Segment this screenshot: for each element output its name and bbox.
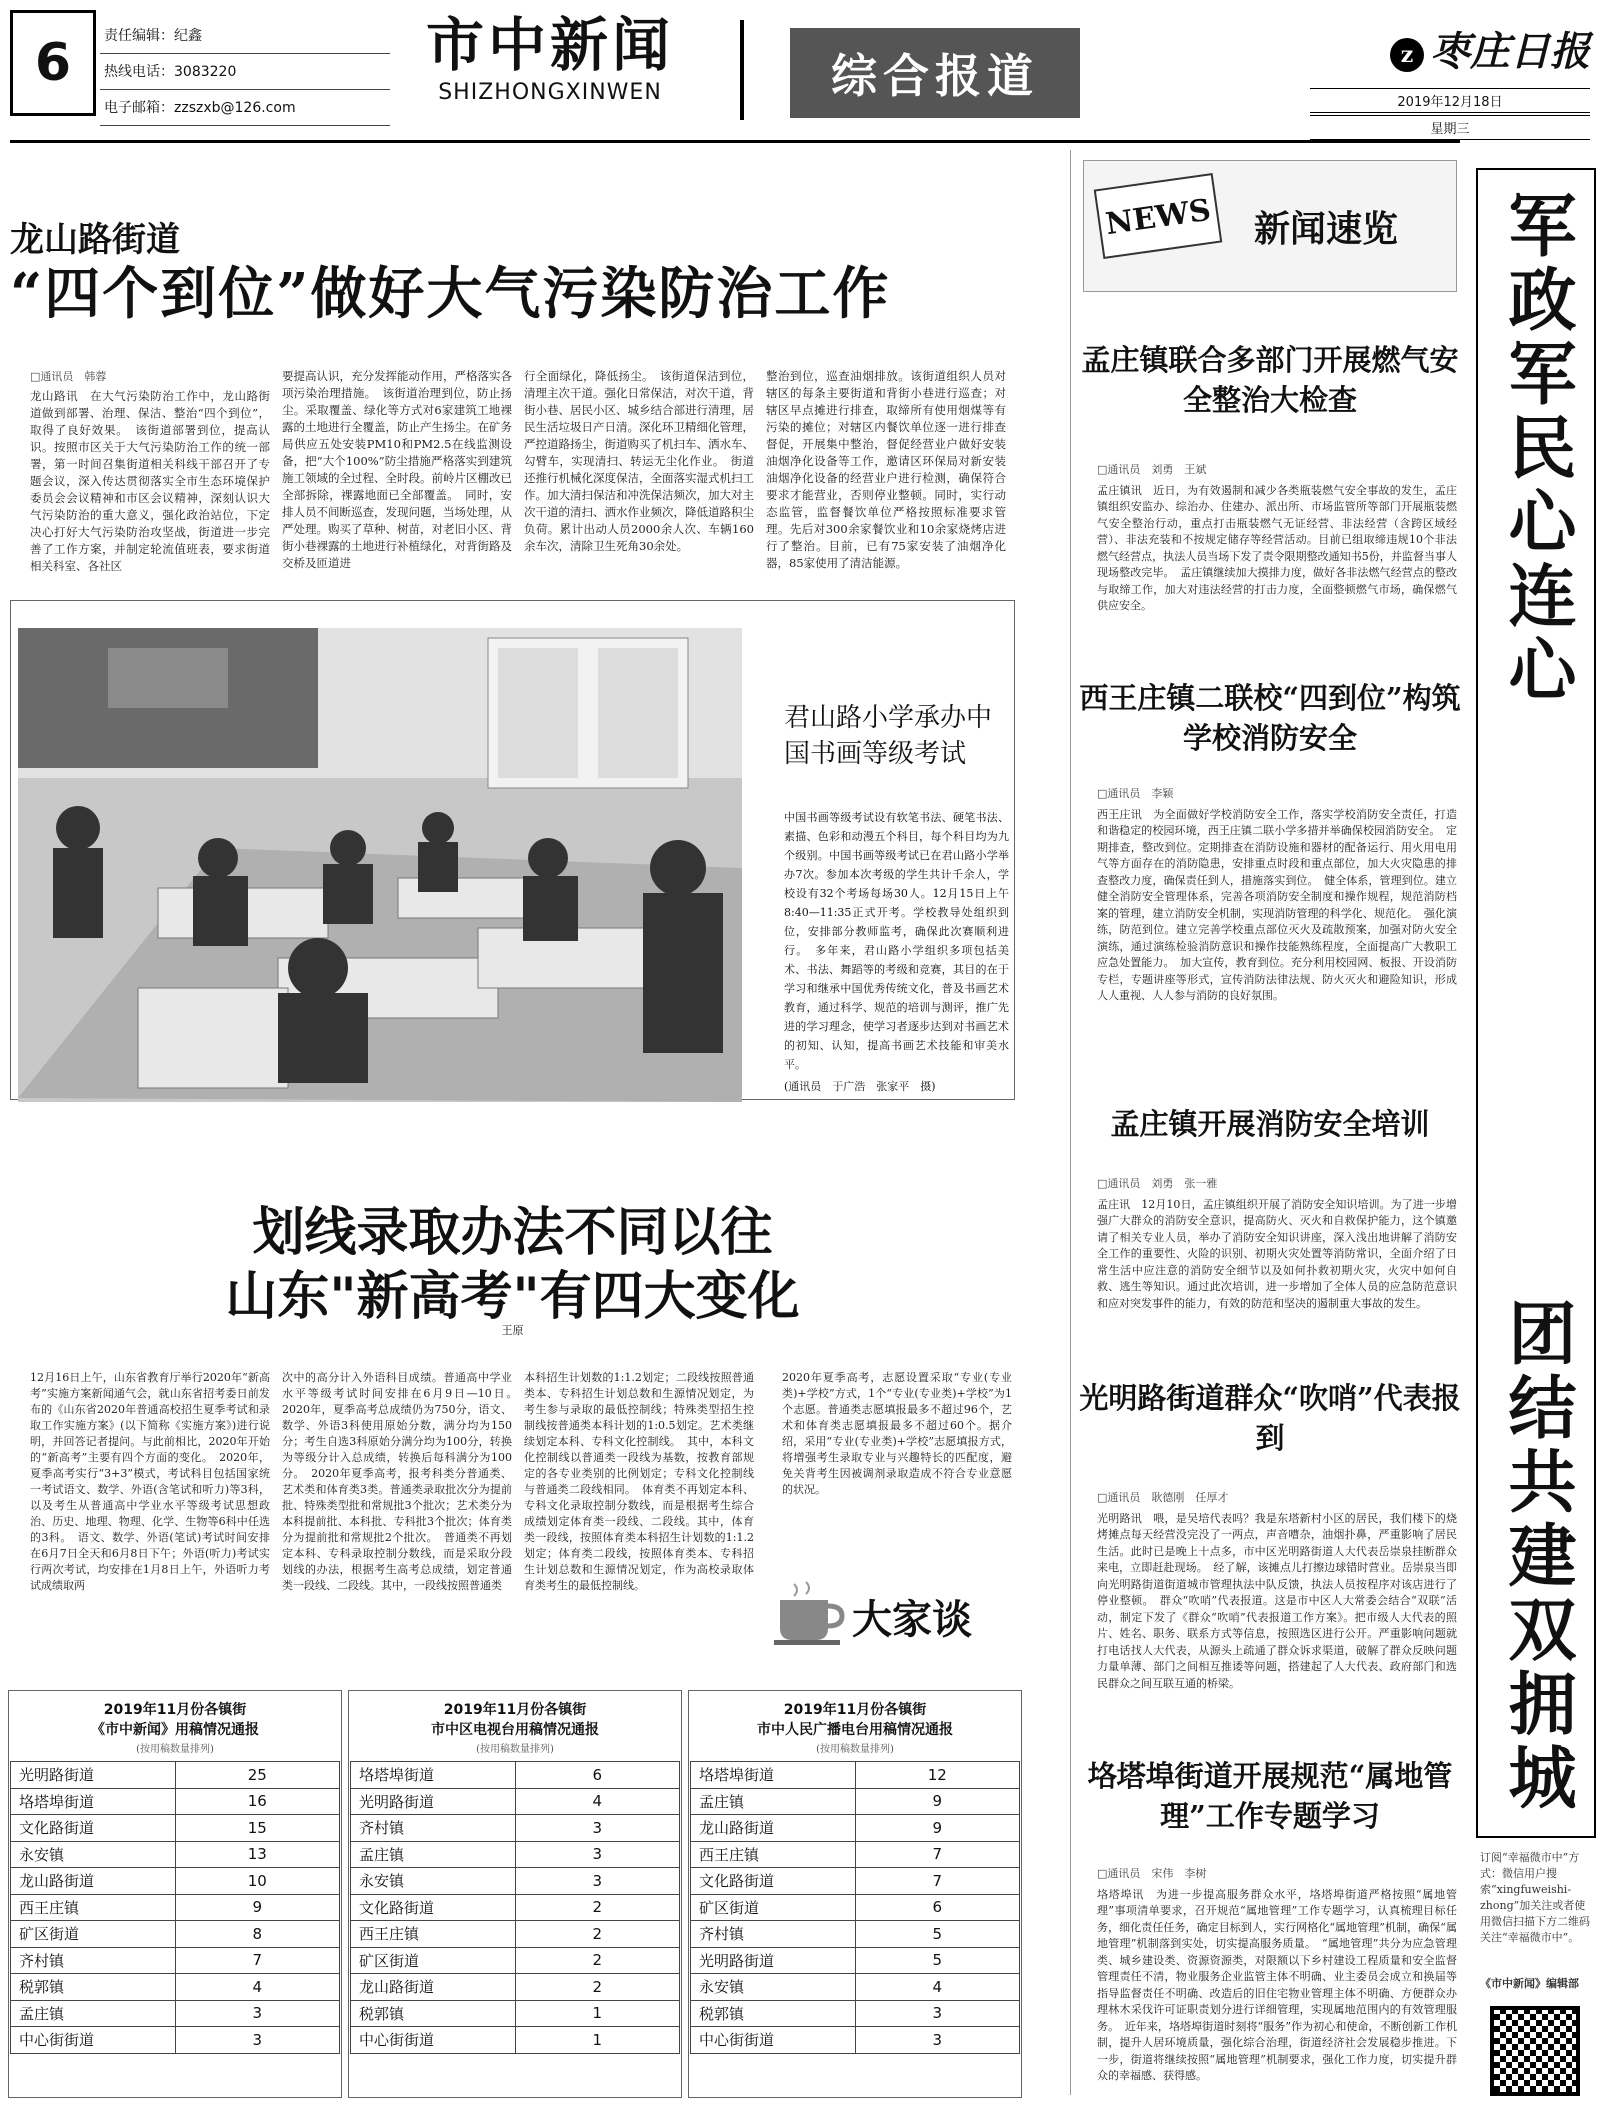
brief-5-body: 垎塔埠讯 为进一步提高服务群众水平，垎塔埠街道严格按照“属地管理”事项清单要求，召开规范“属地管理”工作专题学习，认真梳理目标任务，细化责任任务，确定目标到人，实行网格化“属地管理”机制，确保“属地管理”机制落到实处，切实提高服务质量。 “属地管理”共分为应急管理类、城乡建设类、资源资源类，对限额以下乡村建设工程质量和安全监督管理责任不清，物业服务企业监管主体不明确、业主委员会成立和换届等指导监督责任不明确、改造后的旧住宅物业管理主体不明确、方便群众办理林木采伐许可证职责划分进行详细管理，实现属地范围内的有效管理服务。 近年来，垎塔埠街道时刻将“服务”作为初心和使命，不断创新工作机制，提升人居环境质量，强化综合治理，街道经济社会发展稳步推进。下一步，街道将继续按照“属地管理”机制要求，强化工作力度，切实提升群众的幸福感、获得感。 xyxy=(1097,1887,1457,2082)
page-number: 6 xyxy=(10,10,96,116)
article-count: 5 xyxy=(855,1921,1020,1948)
hotline-line: 热线电话：3083220 xyxy=(100,54,390,90)
table-row xyxy=(691,1841,1020,1868)
weekday: 星期三 xyxy=(1310,115,1590,140)
lead-text-2: 要提高认识，充分发挥能动作用，严格落实各项污染治理措施。 该街道治理到位，防止扬尘。采取覆盖、绿化等方式对6家建筑工地裸露的土地进行全覆盖，防止产生扬尘。在矿务局供应五处安装PM10和PM2.5在线监测设备，把“大个100%”防尘措施严格落实到建筑施工领域的全过程、全时段。前岭片区棚改已全部拆除，裸露地面已全部覆盖。 同时，安排人员不间断巡查，发现问题，当场处理，从严处理。购买了草种、树苗，对老旧小区、背街小巷裸露的土地进行补植绿化，对背街路及交桥及匝道进 xyxy=(282,369,512,570)
town-name: 龙山路街道 xyxy=(11,1868,176,1895)
table-row xyxy=(691,2000,1020,2027)
lead-text-3: 行全面绿化，降低扬尘。 该街道保洁到位，清理主次干道。强化日常保洁，对次干道，背街小巷、居民小区、城乡结合部进行清理，居民生活垃圾日产日清。深化环卫精细化管理，严控道路扬尘，街道购买了机扫车、洒水车、勾臂车，实现清扫、转运无尘化作业。 街道还推行机械化深度保洁，全面落实湿式机扫工作。加大清扫保洁和冲洗保洁频次，加大对主次干道的清扫、洒水作业频次，降低道路积尘负荷。累计出动人员2000余人次、车辆160余车次，清除卫生死角30余处。 xyxy=(524,369,754,553)
paper-logo-icon: z xyxy=(1390,38,1424,72)
town-name: 永安镇 xyxy=(691,1974,856,2001)
article-count: 2 xyxy=(515,1974,680,2001)
town-name: 税郭镇 xyxy=(351,2000,516,2027)
brief-2-byline: □通讯员 李颖 xyxy=(1097,787,1174,800)
masthead xyxy=(400,10,700,105)
table-1-title-2: 《市中新闻》用稿情况通报 xyxy=(91,1722,259,1738)
section-title: 综合报道 xyxy=(790,28,1080,118)
second-headline-line1: 划线录取办法不同以往 xyxy=(252,1203,773,1263)
table-row xyxy=(691,1762,1020,1789)
column-badge xyxy=(772,1580,1012,1650)
town-name: 西王庄镇 xyxy=(11,1894,176,1921)
brief-4-body: 光明路讯 喂，是吴培代表吗？我是东塔新村小区的居民，我们楼下的烧烤摊点每天经营没完没了一两点，声音嘈杂，油烟扑鼻，严重影响了居民生活。此时已是晚上十点多，市中区光明路街道人大代表岳崇泉挂断群众来电，立即赶赴现场。 经了解，该摊点儿打擦边球错时营业。岳崇泉当即向光明路街道街道城市管理执法中队反馈，执法人员按程序对该店进行了停业整顿。 群众“吹哨”代表报道。这是市中区人大常委会结合“双联”活动，制定下发了《群众“吹哨”代表报道工作方案》。把市级人大代表的照片、姓名、职务、联系方式等信息，按照选区进行公开。严重影响问题就打电话找人大代表，从源头上疏通了群众诉求渠道，破解了群众反映问题力量单薄、部门之间相互推诿等问题，搭建起了人大代表、政府部门和选民群众之间互联互通的桥梁。 xyxy=(1097,1511,1457,1690)
town-name: 西王庄镇 xyxy=(351,1921,516,1948)
article-count: 9 xyxy=(175,1894,340,1921)
brief-4-title: 光明路街道群众“吹哨”代表报到 xyxy=(1079,1381,1461,1455)
article-count: 2 xyxy=(515,1947,680,1974)
town-name: 垎塔埠街道 xyxy=(11,1788,176,1815)
brief-3-title: 孟庄镇开展消防安全培训 xyxy=(1110,1107,1430,1141)
article-count: 12 xyxy=(855,1762,1020,1789)
article-count: 3 xyxy=(175,2027,340,2054)
town-name: 中心街街道 xyxy=(11,2027,176,2054)
article-count: 1 xyxy=(515,2000,680,2027)
town-name: 齐村镇 xyxy=(11,1947,176,1974)
article-count: 1 xyxy=(515,2027,680,2054)
article-count: 3 xyxy=(515,1868,680,1895)
brief-5-byline: □通讯员 宋伟 李树 xyxy=(1097,1867,1207,1880)
exam-photo-illustration xyxy=(18,628,742,1102)
table-row xyxy=(351,1947,680,1974)
news-brief-label: 新闻速览 xyxy=(1254,209,1399,250)
town-name: 中心街街道 xyxy=(691,2027,856,2054)
second-author: 王原 xyxy=(501,1324,524,1337)
brief-5 xyxy=(1097,1866,1457,2085)
town-name: 孟庄镇 xyxy=(351,1841,516,1868)
article-count: 9 xyxy=(855,1788,1020,1815)
article-count: 3 xyxy=(175,2000,340,2027)
brief-4 xyxy=(1097,1490,1457,1692)
subscription-text: 订阅“幸福微市中”方式：微信用户搜索“xingfuweishi-zhong”加关注或者使用微信扫描下方二维码关注“幸福微市中”。 xyxy=(1480,1851,1590,1944)
subscription-note xyxy=(1480,1850,1595,1992)
article-count: 3 xyxy=(855,2027,1020,2054)
brief-2-title: 西王庄镇二联校“四到位”构筑学校消防安全 xyxy=(1079,681,1461,755)
table-row xyxy=(351,1841,680,1868)
article-count: 6 xyxy=(515,1762,680,1789)
table-row xyxy=(11,1788,340,1815)
brief-1-byline: □通讯员 刘勇 王斌 xyxy=(1097,463,1207,476)
town-name: 永安镇 xyxy=(11,1841,176,1868)
table-row xyxy=(691,1815,1020,1842)
town-name: 光明路街道 xyxy=(691,1947,856,1974)
lead-text-1: 龙山路讯 在大气污染防治工作中，龙山路街道做到部署、治理、保洁、整治“四个到位”，取得了良好效果。 该街道部署到位，提高认识。按照市区关于大气污染防治工作的统一部署，第一时间召集街道相关科线干部召开了专题会议，深入传达贯彻落实全市生态环境保护委员会会议精神和市区会议精神，深刻认识大气污染防治的重大意义，强化政治站位，下定决心打好大气污染防治攻坚战，街道进一步完善了工作方案，并制定轮流值班表，要求街道相关科室、各社区 xyxy=(30,389,270,573)
qr-code-icon[interactable] xyxy=(1490,2006,1580,2096)
table-row xyxy=(691,1894,1020,1921)
paper-name xyxy=(1270,20,1590,77)
town-name: 税郭镇 xyxy=(11,1974,176,2001)
second-text-2: 次中的高分计入外语科目成绩。普通高中学业水平等级考试时间安排在6月9日—10日。 2020年，夏季高考总成绩仍为750分，语文、数学、外语3科使用原始分数，满分均为150分；考生自选3科原始分满分均为100分，转换为等级分计入总成绩，转换后每科满分为100分。 2020年夏季高考，报考科类分普通类、艺术类和体育类3类。普通类录取批次分为提前批、特殊类型批和常规批3个批次；艺术类分为本科提前批、本科批、专科批3个批次；体育类分为提前批和常规批2个批次。 普通类不再划定本科、专科录取控制分数线，而是采取分段划线的办法，根据考生高考总成绩，划定普通类一段线、二段线。其中，一段线按照普通类 xyxy=(282,1371,523,1592)
table-row xyxy=(351,1762,680,1789)
table-row xyxy=(351,1894,680,1921)
article-count: 3 xyxy=(855,2000,1020,2027)
table-3-grid xyxy=(690,1761,1020,2054)
article-count: 25 xyxy=(175,1762,340,1789)
masthead-pinyin: SHIZHONGXINWEN xyxy=(438,80,662,105)
table-row xyxy=(11,1815,340,1842)
town-name: 垎塔埠街道 xyxy=(691,1762,856,1789)
town-name: 齐村镇 xyxy=(691,1921,856,1948)
second-text-1: 12月16日上午，山东省教育厅举行2020年“新高考”实施方案新闻通气会，就山东省招考委日前发布的《山东省2020年普通高校招生夏季考试和录取工作实施方案》(以下简称《实施方案》)进行说明，并回答记者提问。与此前相比，2020年开始的“新高考”主要有四个方面的变化。 2020年，夏季高考实行“3+3”模式，考试科目包括国家统一考试语文、数学、外语(含笔试和听力)等3科，以及考生从普通高中学业水平等级考试思想政治、历史、地理、物理、化学、生物等6科中任选的3科。 语文、数学、外语(笔试)考试时间安排在6月7日全天和6月8日下午；外语(听力)考试实行两次考试，均安排在1月8日上午，外语听力考试成绩取两 xyxy=(30,1371,270,1592)
table-row xyxy=(11,1974,340,2001)
table-row xyxy=(351,1974,680,2001)
right-column-divider xyxy=(1070,150,1071,2095)
slogan-line-2: 团结共建双拥城 xyxy=(1497,1298,1576,1816)
table-row xyxy=(691,1788,1020,1815)
table-row xyxy=(351,1815,680,1842)
masthead-title: 市中新闻 xyxy=(425,11,674,79)
table-2-title-1: 2019年11月份各镇街 xyxy=(443,1702,587,1718)
news-brief-banner xyxy=(1083,160,1457,292)
coffee-cup-icon xyxy=(772,1580,848,1646)
table-2-grid xyxy=(350,1761,680,2054)
lead-headline: “四个到位”做好大气污染防治工作 xyxy=(10,261,891,327)
news-badge: NEWS xyxy=(1094,173,1223,259)
subscription-footer: 《市中新闻》编辑部 xyxy=(1480,1977,1579,1990)
table-3-title-2: 市中人民广播电台用稿情况通报 xyxy=(757,1722,953,1738)
table-row xyxy=(691,1868,1020,1895)
header-rule xyxy=(10,140,1460,143)
table-row xyxy=(351,2027,680,2054)
brief-2-body: 西王庄讯 为全面做好学校消防安全工作，落实学校消防安全责任，打造和谐稳定的校园环境，西王庄镇二联小学多措并举确保校园消防安全。 定期排查，整改到位。定期排查在消防设施和器材的配备运行、用火用电用气等方面存在的消防隐患，安排重点时段和重点部位，加大火灾隐患的排查整改力度，确保责任到人，措施落实到位。 健全体系，管理到位。建立健全消防安全管理体系，完善各项消防安全制度和操作规程，规范消防档案的管理，建立消防安全机制，实现消防管理的科学化、规范化。 强化演练，防范到位。建立完善学校重点部位灭火及疏散预案，加强对防火安全演练，通过演练检验消防意识和操作技能熟练程度，全面提高广大教职工应急处置能力。 加大宣传，教育到位。充分利用校园网、板报、开设消防专栏，专题讲座等形式，宣传消防法律法规、防火灭火和避险知识，形成人人重视、人人参与消防的良好氛围。 xyxy=(1097,807,1457,1002)
article-count: 4 xyxy=(855,1974,1020,2001)
lead-byline: □通讯员 韩蓉 xyxy=(30,370,107,383)
town-name: 孟庄镇 xyxy=(691,1788,856,1815)
table-row xyxy=(11,1921,340,1948)
photo-story-title: 君山路小学承办中国书画等级考试 xyxy=(784,703,993,769)
table-3-title-1: 2019年11月份各镇街 xyxy=(783,1702,927,1718)
table-row xyxy=(691,1947,1020,1974)
town-name: 光明路街道 xyxy=(351,1788,516,1815)
article-count: 15 xyxy=(175,1815,340,1842)
brief-5-title: 垎塔埠街道开展规范“属地管理”工作专题学习 xyxy=(1087,1759,1453,1833)
town-name: 文化路街道 xyxy=(351,1894,516,1921)
column-label: 大家谈 xyxy=(852,1597,972,1643)
town-name: 龙山路街道 xyxy=(691,1815,856,1842)
article-count: 7 xyxy=(855,1841,1020,1868)
town-name: 中心街街道 xyxy=(351,2027,516,2054)
exam-photo xyxy=(18,628,742,1102)
table-newspaper xyxy=(10,1700,340,2054)
paper-name-text: 枣庄日报 xyxy=(1430,28,1590,75)
town-name: 孟庄镇 xyxy=(11,2000,176,2027)
table-row xyxy=(691,1921,1020,1948)
table-row xyxy=(11,1841,340,1868)
second-text-4: 2020年夏季高考，志愿设置采取“专业(专业类)+学校”方式，1个“专业(专业类)+学校”为1个志愿。普通类志愿填报最多不超过96个，艺术和体育类志愿填报最多不超过60个。据介绍，采用“专业(专业类)+学校”志愿填报方式，将增强考生录取专业与兴趣特长的匹配度，避免关背考生因被调剂录取造成不符合专业意愿的状况。 xyxy=(782,1371,1012,1496)
second-text-3: 本科招生计划数的1:1.2划定；二段线按照普通类本、专科招生计划总数和生源情况划定，为考生参与录取的最低控制线；特殊类型招生控制线按普通类本科计划的1:0.5划定。艺术类继续划定本科、专科文化控制线。 其中，本科文化控制线以普通类一段线为基数，按教育部规定的各专业类别的比例划定；专科文化控制线与普通类二段线相同。 体育类不再划定本科、专科文化录取控制分数线，而是根据考生综合成绩划定体育类一段线、二段线。其中，体育类一段线，按照体育类本科招生计划数的1:1.2划定；体育类二段线，按照体育类本、专科招生计划总数和生源情况划定，作为高校录取体育类考生的最低控制线。 xyxy=(524,1371,754,1592)
town-name: 矿区街道 xyxy=(691,1894,856,1921)
table-2-note: (按用稿数量排列) xyxy=(476,1744,554,1755)
article-count: 4 xyxy=(175,1974,340,2001)
article-count: 3 xyxy=(515,1841,680,1868)
table-row xyxy=(11,2000,340,2027)
photo-story-text: 中国书画等级考试设有软笔书法、硬笔书法、素描、色彩和动漫五个科目，每个科目均为九个级别。中国书画等级考试已在君山路小学举办7次。参加本次考级的学生共计千余人，学校设有32个考场每场30人。12月15日上午8:40—11:35正式开考。学校教导处组织到位，安排部分教师监考，确保此次赛顺利进行。 多年来，君山路小学组织多项包括美术、书法、舞蹈等的考级和竞赛，其目的在于学习和继承中国优秀传统文化，普及书画艺术教育，通过科学、规范的培训与测评，推广先进的学习理念，使学习者逐步达到对书画艺术的初知、认知，提高书画艺术技能和审美水平。 xyxy=(784,811,1009,1071)
article-count: 2 xyxy=(515,1894,680,1921)
article-count: 7 xyxy=(175,1947,340,1974)
lead-text-4: 整治到位，巡查油烟排放。该街道组织人员对辖区的每条主要街道和背街小巷进行巡查；对辖区早点摊进行排查，取缔所有使用烟煤等有污染的摊位；对辖区内餐饮单位逐一进行排查督促，开展集中整治，督促经营业户做好安装油烟净化设备等工作，邀请区环保局对新安装油烟净化设备的经营业户进行检测，确保符合要求才能营业，否则停业整顿。同时，实行动态监管，监督餐饮单位严格按照标准要求管理。先后对300余家餐饮业和10余家烧烤店进行了整治。目前，已有75家安装了油烟净化器，85家使用了清洁能源。 xyxy=(766,369,1006,570)
table-1-title-1: 2019年11月份各镇街 xyxy=(103,1702,247,1718)
article-count: 3 xyxy=(515,1815,680,1842)
table-row xyxy=(691,1974,1020,2001)
brief-1-body: 孟庄镇讯 近日，为有效遏制和减少各类瓶装燃气安全事故的发生，孟庄镇组织安监办、综治办、住建办、派出所、市场监管所等部门开展瓶装燃气安全整治行动，重点打击瓶装燃气无证经营、非法经营（含跨区域经营）、非法充装和不按规定储存等经营活动。目前已组取缔违规10个非法燃气经营点，执法人员当场下发了责令限期整改通知书5份，并监督当事人现场整改完毕。 孟庄镇继续加大摸排力度，做好各非法燃气经营点的整改与取缔工作，加大对违法经营的打击力度，全面整顿燃气市场，确保燃气供应安全。 xyxy=(1097,483,1457,612)
table-row xyxy=(11,1868,340,1895)
table-1-note: (按用稿数量排列) xyxy=(136,1744,214,1755)
town-name: 西王庄镇 xyxy=(691,1841,856,1868)
article-count: 13 xyxy=(175,1841,340,1868)
brief-3-byline: □通讯员 刘勇 张一雅 xyxy=(1097,1177,1218,1190)
email-line: 电子邮箱：zzszxb@126.com xyxy=(100,90,390,126)
table-row xyxy=(351,1868,680,1895)
town-name: 垎塔埠街道 xyxy=(351,1762,516,1789)
header-divider xyxy=(740,20,744,120)
article-count: 16 xyxy=(175,1788,340,1815)
second-headline-line2: 山东"新高考"有四大变化 xyxy=(225,1267,800,1327)
town-name: 矿区街道 xyxy=(11,1921,176,1948)
town-name: 龙山路街道 xyxy=(351,1974,516,2001)
brief-3-body: 孟庄讯 12月10日，孟庄镇组织开展了消防安全知识培训。为了进一步增强广大群众的消防安全意识，提高防火、灭火和自救保护能力，这个镇邀请了相关专业人员，举办了消防安全知识讲座，深入浅出地讲解了消防安全工作的重要性、火险的识别、初期火灾处置等消防常识，全面介绍了日常生活中应注意的消防安全细节以及如何扑救初期火灾，火灾中如何自救、逃生等知识。通过此次培训，进一步增加了全体人员的应急防范意识和应对突发事件的能力，有效的防范和坚决的遏制重大事故的发生。 xyxy=(1097,1197,1457,1310)
vertical-slogan xyxy=(1476,168,1596,1838)
table-radio xyxy=(690,1700,1020,2054)
article-count: 5 xyxy=(855,1947,1020,1974)
table-3-note: (按用稿数量排列) xyxy=(816,1744,894,1755)
header-info xyxy=(100,18,390,126)
article-count: 9 xyxy=(855,1815,1020,1842)
table-row xyxy=(351,1788,680,1815)
table-row xyxy=(11,2027,340,2054)
table-tv xyxy=(350,1700,680,2054)
town-name: 齐村镇 xyxy=(351,1815,516,1842)
table-row xyxy=(11,1762,340,1789)
town-name: 文化路街道 xyxy=(691,1868,856,1895)
table-row xyxy=(11,1947,340,1974)
town-name: 矿区街道 xyxy=(351,1947,516,1974)
table-row xyxy=(11,1894,340,1921)
date-block xyxy=(1310,88,1590,142)
town-name: 税郭镇 xyxy=(691,2000,856,2027)
brief-1-title: 孟庄镇联合多部门开展燃气安全整治大检查 xyxy=(1081,343,1459,417)
article-count: 2 xyxy=(515,1921,680,1948)
brief-1 xyxy=(1097,462,1457,615)
article-count: 7 xyxy=(855,1868,1020,1895)
lead-column-1 xyxy=(30,368,270,575)
town-name: 永安镇 xyxy=(351,1868,516,1895)
slogan-line-1: 军政军民心连心 xyxy=(1497,190,1576,708)
brief-4-byline: □通讯员 耿德刚 任厚才 xyxy=(1097,1491,1229,1504)
article-count: 10 xyxy=(175,1868,340,1895)
editor-line: 责任编辑：纪鑫 xyxy=(100,18,390,54)
lead-kicker: 龙山路街道 xyxy=(10,220,180,260)
table-1-grid xyxy=(10,1761,340,2054)
table-row xyxy=(351,1921,680,1948)
town-name: 光明路街道 xyxy=(11,1762,176,1789)
brief-3 xyxy=(1097,1176,1457,1312)
photo-credit: (通讯员 于广浩 张家平 摄) xyxy=(784,1080,936,1093)
brief-2 xyxy=(1097,786,1457,1005)
date: 2019年12月18日 xyxy=(1310,88,1590,113)
article-count: 4 xyxy=(515,1788,680,1815)
town-name: 文化路街道 xyxy=(11,1815,176,1842)
table-row xyxy=(351,2000,680,2027)
article-count: 8 xyxy=(175,1921,340,1948)
article-count: 6 xyxy=(855,1894,1020,1921)
table-2-title-2: 市中区电视台用稿情况通报 xyxy=(431,1722,599,1738)
table-row xyxy=(691,2027,1020,2054)
